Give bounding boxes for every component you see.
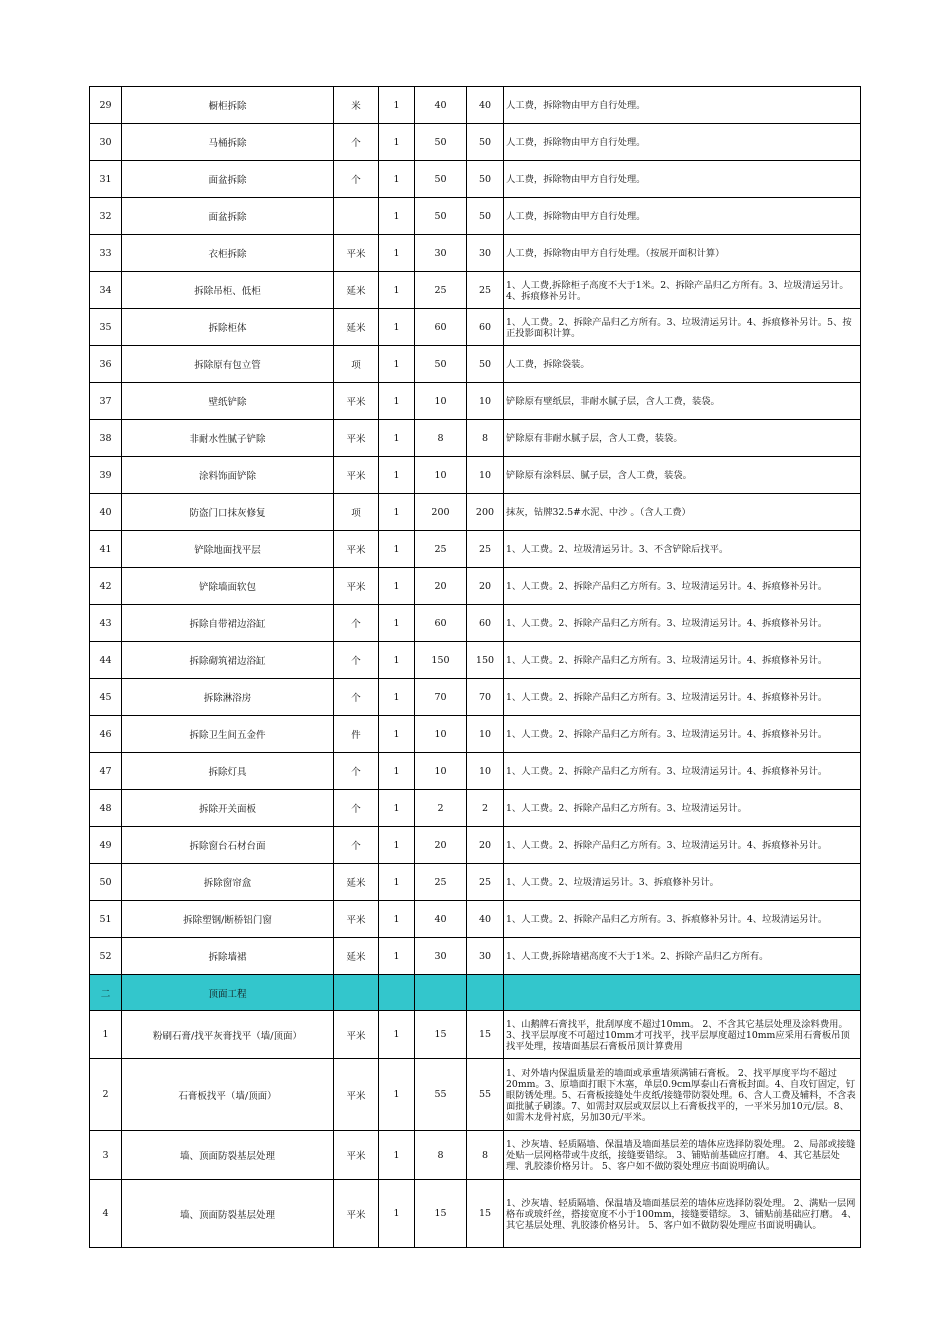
row-number-cell: 45 <box>90 679 122 716</box>
item-name-cell: 拆除自带裙边浴缸 <box>122 605 334 642</box>
notes-text: 1、沙灰墙、轻质隔墙、保温墙及墙面基层差的墙体应选择防裂处理。 2、满贴一层网格布或玻纤丝，搭接宽度不小于100mm，接缝要错综。 3、铺贴前基础应打磨。 4、其它基层处理、乳胶漆价格另计。 5、客户如不做防裂处理应书面说明确认。 <box>506 1197 857 1231</box>
unit-cell: 平米 <box>334 1180 379 1248</box>
row-number-cell: 46 <box>90 716 122 753</box>
notes-text: 1、人工费。2、拆除产品归乙方所有。3、垃圾清运另计。4、拆痕修补另计。 <box>506 692 828 703</box>
item-name-cell: 涂料饰面铲除 <box>122 457 334 494</box>
unit-price-cell: 200 <box>415 494 467 531</box>
unit-cell: 个 <box>334 642 379 679</box>
notes-cell <box>504 642 861 679</box>
quantity-cell: 1 <box>379 864 415 901</box>
notes-text: 人工费，拆除物由甲方自行处理。 <box>506 100 646 111</box>
notes-text: 人工费，拆除物由甲方自行处理。 <box>506 174 646 185</box>
unit-cell: 平米 <box>334 235 379 272</box>
notes-text: 1、人工费。2、拆除产品归乙方所有。3、垃圾清运另计。 <box>506 803 747 814</box>
notes-cell <box>504 420 861 457</box>
total-price-cell: 150 <box>467 642 504 679</box>
item-name-cell: 粉刷石膏/找平灰膏找平（墙/顶面） <box>122 1011 334 1059</box>
empty-cell <box>467 975 504 1011</box>
notes-text: 1、山鹅牌石膏找平，批刮厚度不超过10mm。 2、不含其它基层处理及涂料费用。3、找平层厚度不可超过10mm才可找平，找平层厚度超过10mm应采用石膏板吊顶找平处理，按墙面基层石膏板吊顶计算费用 <box>506 1018 850 1052</box>
notes-cell <box>504 272 861 309</box>
unit-price-cell: 10 <box>415 753 467 790</box>
unit-price-cell: 40 <box>415 87 467 124</box>
row-number-cell: 43 <box>90 605 122 642</box>
notes-cell <box>504 124 861 161</box>
quantity-cell: 1 <box>379 568 415 605</box>
quantity-cell: 1 <box>379 605 415 642</box>
unit-price-cell: 25 <box>415 272 467 309</box>
section-header-row <box>90 975 861 1011</box>
notes-text: 铲除原有非耐水腻子层，含人工费，装袋。 <box>506 433 683 444</box>
table-row <box>90 161 861 198</box>
quantity-cell: 1 <box>379 161 415 198</box>
unit-cell: 平米 <box>334 1011 379 1059</box>
unit-cell: 平米 <box>334 457 379 494</box>
quantity-cell: 1 <box>379 753 415 790</box>
item-name-cell: 墙、顶面防裂基层处理 <box>122 1131 334 1180</box>
unit-cell: 平米 <box>334 901 379 938</box>
unit-price-cell: 60 <box>415 309 467 346</box>
notes-cell <box>504 457 861 494</box>
notes-text: 1、人工费。2、拆除产品归乙方所有。3、垃圾清运另计。4、拆痕修补另计。 <box>506 729 828 740</box>
row-number-cell: 32 <box>90 198 122 235</box>
notes-text: 1、人工费。2、拆除产品归乙方所有。3、垃圾清运另计。4、拆痕修补另计。 <box>506 581 828 592</box>
unit-cell: 个 <box>334 679 379 716</box>
table-row <box>90 124 861 161</box>
total-price-cell: 8 <box>467 420 504 457</box>
total-price-cell: 50 <box>467 346 504 383</box>
section-title-cell: 顶面工程 <box>122 975 334 1011</box>
quantity-cell: 1 <box>379 1059 415 1131</box>
unit-price-cell: 50 <box>415 346 467 383</box>
item-name-cell: 拆除塑钢/断桥铝门窗 <box>122 901 334 938</box>
notes-cell <box>504 383 861 420</box>
notes-text: 1、沙灰墙、轻质隔墙、保温墙及墙面基层差的墙体应选择防裂处理。 2、局部或接缝处贴一层网格带或牛皮纸，接缝要错综。 3、铺贴前基础应打磨。 4、其它基层处理、乳胶漆价格另计。 5、客户如不做防裂处理应书面说明确认。 <box>506 1139 856 1172</box>
unit-price-cell: 40 <box>415 901 467 938</box>
item-name-cell: 拆除开关面板 <box>122 790 334 827</box>
row-number-cell: 2 <box>90 1059 122 1131</box>
item-name-cell: 面盆拆除 <box>122 198 334 235</box>
table-row <box>90 531 861 568</box>
unit-cell: 个 <box>334 161 379 198</box>
notes-cell <box>504 161 861 198</box>
unit-cell: 个 <box>334 827 379 864</box>
total-price-cell: 20 <box>467 568 504 605</box>
item-name-cell: 拆除柜体 <box>122 309 334 346</box>
item-name-cell: 拆除窗台石材台面 <box>122 827 334 864</box>
item-name-cell: 非耐水性腻子铲除 <box>122 420 334 457</box>
item-name-cell: 拆除原有包立管 <box>122 346 334 383</box>
unit-price-cell: 15 <box>415 1011 467 1059</box>
notes-text: 人工费，拆除袋装。 <box>506 359 590 370</box>
total-price-cell: 15 <box>467 1180 504 1248</box>
table-row <box>90 642 861 679</box>
row-number-cell: 37 <box>90 383 122 420</box>
quantity-cell: 1 <box>379 346 415 383</box>
empty-cell <box>504 975 861 1011</box>
item-name-cell: 面盆拆除 <box>122 161 334 198</box>
notes-text: 1、人工费。2、垃圾清运另计。3、不含铲除后找平。 <box>506 544 729 555</box>
total-price-cell: 10 <box>467 753 504 790</box>
row-number-cell: 39 <box>90 457 122 494</box>
quote-table-body <box>90 87 861 1248</box>
row-number-cell: 29 <box>90 87 122 124</box>
notes-cell <box>504 531 861 568</box>
unit-price-cell: 25 <box>415 531 467 568</box>
notes-cell <box>504 753 861 790</box>
total-price-cell: 200 <box>467 494 504 531</box>
total-price-cell: 70 <box>467 679 504 716</box>
total-price-cell: 10 <box>467 383 504 420</box>
unit-price-cell: 8 <box>415 1131 467 1180</box>
table-row <box>90 568 861 605</box>
unit-price-cell: 10 <box>415 716 467 753</box>
quantity-cell: 1 <box>379 87 415 124</box>
row-number-cell: 44 <box>90 642 122 679</box>
quantity-cell: 1 <box>379 235 415 272</box>
total-price-cell: 20 <box>467 827 504 864</box>
item-name-cell: 拆除窗帘盒 <box>122 864 334 901</box>
empty-cell <box>379 975 415 1011</box>
item-name-cell: 拆除吊柜、低柜 <box>122 272 334 309</box>
notes-cell <box>504 309 861 346</box>
quantity-cell: 1 <box>379 309 415 346</box>
total-price-cell: 25 <box>467 272 504 309</box>
unit-cell: 米 <box>334 87 379 124</box>
row-number-cell: 38 <box>90 420 122 457</box>
row-number-cell: 36 <box>90 346 122 383</box>
notes-text: 人工费，拆除物由甲方自行处理。 <box>506 211 646 222</box>
unit-price-cell: 50 <box>415 198 467 235</box>
notes-cell <box>504 568 861 605</box>
unit-cell: 个 <box>334 790 379 827</box>
table-row <box>90 87 861 124</box>
quantity-cell: 1 <box>379 457 415 494</box>
table-row <box>90 605 861 642</box>
quantity-cell: 1 <box>379 642 415 679</box>
unit-cell: 个 <box>334 124 379 161</box>
unit-price-cell: 30 <box>415 938 467 975</box>
row-number-cell: 51 <box>90 901 122 938</box>
item-name-cell: 衣柜拆除 <box>122 235 334 272</box>
unit-price-cell: 30 <box>415 235 467 272</box>
unit-price-cell: 20 <box>415 568 467 605</box>
total-price-cell: 25 <box>467 531 504 568</box>
unit-price-cell: 2 <box>415 790 467 827</box>
row-number-cell: 47 <box>90 753 122 790</box>
notes-text: 1、人工费。2、拆除产品归乙方所有。3、垃圾清运另计。4、拆痕修补另计。 <box>506 618 828 629</box>
notes-cell <box>504 1131 861 1180</box>
table-row <box>90 309 861 346</box>
item-name-cell: 墙、顶面防裂基层处理 <box>122 1180 334 1248</box>
row-number-cell: 41 <box>90 531 122 568</box>
quantity-cell: 1 <box>379 1011 415 1059</box>
notes-cell <box>504 1011 861 1059</box>
row-number-cell: 35 <box>90 309 122 346</box>
row-number-cell: 30 <box>90 124 122 161</box>
quantity-cell: 1 <box>379 494 415 531</box>
quantity-cell: 1 <box>379 901 415 938</box>
table-row <box>90 235 861 272</box>
notes-text: 铲除原有壁纸层，非耐水腻子层，含人工费，装袋。 <box>506 396 720 407</box>
table-row <box>90 679 861 716</box>
item-name-cell: 铲除地面找平层 <box>122 531 334 568</box>
unit-price-cell: 25 <box>415 864 467 901</box>
quantity-cell: 1 <box>379 420 415 457</box>
unit-price-cell: 10 <box>415 457 467 494</box>
row-number-cell: 3 <box>90 1131 122 1180</box>
table-row <box>90 790 861 827</box>
total-price-cell: 50 <box>467 198 504 235</box>
quantity-cell: 1 <box>379 198 415 235</box>
notes-text: 1、人工费。2、垃圾清运另计。3、拆痕修补另计。 <box>506 877 719 888</box>
unit-cell: 延米 <box>334 272 379 309</box>
unit-cell: 件 <box>334 716 379 753</box>
notes-cell <box>504 235 861 272</box>
quantity-cell: 1 <box>379 1180 415 1248</box>
unit-price-cell: 15 <box>415 1180 467 1248</box>
notes-cell <box>504 198 861 235</box>
unit-price-cell: 50 <box>415 124 467 161</box>
row-number-cell: 33 <box>90 235 122 272</box>
notes-text: 人工费，拆除物由甲方自行处理。（按展开面积计算） <box>506 248 725 259</box>
notes-cell <box>504 346 861 383</box>
unit-cell: 平米 <box>334 568 379 605</box>
item-name-cell: 拆除墙裙 <box>122 938 334 975</box>
notes-text: 1、对外墙内保温质量差的墙面或承重墙须满铺石膏板。 2、找平厚度平均不超过20mm。3、原墙面打眼下木塞，单层0.9cm厚泰山石膏板封面。4、自攻钉固定，钉眼防锈处理。5、石膏板接缝处牛皮纸/接缝带防裂处理。6、含人工费及辅料，不含表面批腻子刷漆。7、如需封双层或双层以上石膏板找平的，一平米另加10元/层。8、如需木龙骨衬底，另加30元/平米。 <box>506 1067 856 1123</box>
item-name-cell: 防盗门口抹灰修复 <box>122 494 334 531</box>
notes-text: 铲除原有涂料层、腻子层，含人工费，装袋。 <box>506 470 692 481</box>
notes-text: 1、人工费,拆除墙裙高度不大于1米。2、拆除产品归乙方所有。 <box>506 951 769 962</box>
total-price-cell: 2 <box>467 790 504 827</box>
table-row <box>90 864 861 901</box>
unit-price-cell: 150 <box>415 642 467 679</box>
notes-text: 人工费，拆除物由甲方自行处理。 <box>506 137 646 148</box>
notes-cell <box>504 938 861 975</box>
quantity-cell: 1 <box>379 383 415 420</box>
unit-cell: 平米 <box>334 531 379 568</box>
total-price-cell: 60 <box>467 309 504 346</box>
row-number-cell: 31 <box>90 161 122 198</box>
item-name-cell: 拆除卫生间五金件 <box>122 716 334 753</box>
total-price-cell: 30 <box>467 235 504 272</box>
row-number-cell: 42 <box>90 568 122 605</box>
unit-price-cell: 55 <box>415 1059 467 1131</box>
table-row <box>90 938 861 975</box>
table-row <box>90 346 861 383</box>
unit-price-cell: 70 <box>415 679 467 716</box>
notes-cell <box>504 864 861 901</box>
unit-cell: 延米 <box>334 864 379 901</box>
unit-cell: 延米 <box>334 938 379 975</box>
table-row <box>90 272 861 309</box>
unit-price-cell: 10 <box>415 383 467 420</box>
total-price-cell: 15 <box>467 1011 504 1059</box>
quantity-cell: 1 <box>379 272 415 309</box>
empty-cell <box>334 975 379 1011</box>
row-number-cell: 52 <box>90 938 122 975</box>
unit-cell: 个 <box>334 753 379 790</box>
row-number-cell: 50 <box>90 864 122 901</box>
total-price-cell: 50 <box>467 124 504 161</box>
table-row <box>90 494 861 531</box>
item-name-cell: 马桶拆除 <box>122 124 334 161</box>
table-row <box>90 1011 861 1059</box>
table-row <box>90 457 861 494</box>
unit-price-cell: 20 <box>415 827 467 864</box>
total-price-cell: 55 <box>467 1059 504 1131</box>
row-number-cell: 48 <box>90 790 122 827</box>
quantity-cell: 1 <box>379 124 415 161</box>
table-row <box>90 753 861 790</box>
row-number-cell: 1 <box>90 1011 122 1059</box>
notes-text: 1、人工费。2、拆除产品归乙方所有。3、拆痕修补另计。4、垃圾清运另计。 <box>506 914 828 925</box>
total-price-cell: 30 <box>467 938 504 975</box>
row-number-cell: 49 <box>90 827 122 864</box>
item-name-cell: 石膏板找平（墙/顶面） <box>122 1059 334 1131</box>
unit-cell: 项 <box>334 494 379 531</box>
unit-cell: 平米 <box>334 1059 379 1131</box>
unit-price-cell: 60 <box>415 605 467 642</box>
row-number-cell: 34 <box>90 272 122 309</box>
total-price-cell: 8 <box>467 1131 504 1180</box>
notes-cell <box>504 790 861 827</box>
table-row <box>90 1059 861 1131</box>
table-row <box>90 383 861 420</box>
total-price-cell: 50 <box>467 161 504 198</box>
notes-cell <box>504 827 861 864</box>
total-price-cell: 10 <box>467 457 504 494</box>
notes-cell <box>504 679 861 716</box>
quantity-cell: 1 <box>379 790 415 827</box>
unit-cell: 平米 <box>334 1131 379 1180</box>
row-number-cell: 4 <box>90 1180 122 1248</box>
table-row <box>90 827 861 864</box>
notes-cell <box>504 87 861 124</box>
item-name-cell: 橱柜拆除 <box>122 87 334 124</box>
quantity-cell: 1 <box>379 1131 415 1180</box>
notes-cell <box>504 494 861 531</box>
notes-cell <box>504 1180 861 1248</box>
unit-cell: 平米 <box>334 420 379 457</box>
table-row <box>90 198 861 235</box>
notes-cell <box>504 605 861 642</box>
notes-text: 抹灰，钻牌32.5#水泥、中沙 。（含人工费） <box>506 507 691 518</box>
quantity-cell: 1 <box>379 827 415 864</box>
notes-text: 1、人工费。2、拆除产品归乙方所有。3、垃圾清运另计。4、拆痕修补另计。 <box>506 840 828 851</box>
item-name-cell: 铲除墙面软包 <box>122 568 334 605</box>
table-row <box>90 716 861 753</box>
row-number-cell: 40 <box>90 494 122 531</box>
unit-cell <box>334 198 379 235</box>
quantity-cell: 1 <box>379 679 415 716</box>
table-row <box>90 901 861 938</box>
notes-text: 1、人工费。2、拆除产品归乙方所有。3、垃圾清运另计。4、拆痕修补另计。5、按正投影面积计算。 <box>506 316 852 339</box>
notes-text: 1、人工费。2、拆除产品归乙方所有。3、垃圾清运另计。4、拆痕修补另计。 <box>506 766 828 777</box>
notes-text: 1、人工费。2、拆除产品归乙方所有。3、垃圾清运另计。4、拆痕修补另计。 <box>506 655 828 666</box>
quantity-cell: 1 <box>379 716 415 753</box>
item-name-cell: 拆除砌筑裙边浴缸 <box>122 642 334 679</box>
section-number-cell: 二 <box>90 975 122 1011</box>
table-row <box>90 1180 861 1248</box>
item-name-cell: 壁纸铲除 <box>122 383 334 420</box>
table-row <box>90 420 861 457</box>
total-price-cell: 25 <box>467 864 504 901</box>
notes-cell <box>504 901 861 938</box>
item-name-cell: 拆除灯具 <box>122 753 334 790</box>
quantity-cell: 1 <box>379 531 415 568</box>
unit-price-cell: 50 <box>415 161 467 198</box>
unit-price-cell: 8 <box>415 420 467 457</box>
table-row <box>90 1131 861 1180</box>
quantity-cell: 1 <box>379 938 415 975</box>
total-price-cell: 40 <box>467 87 504 124</box>
unit-cell: 延米 <box>334 309 379 346</box>
total-price-cell: 60 <box>467 605 504 642</box>
empty-cell <box>415 975 467 1011</box>
notes-cell <box>504 1059 861 1131</box>
unit-cell: 个 <box>334 605 379 642</box>
total-price-cell: 10 <box>467 716 504 753</box>
quote-table <box>89 86 861 1248</box>
unit-cell: 项 <box>334 346 379 383</box>
notes-text: 1、人工费,拆除柜子高度不大于1米。2、拆除产品归乙方所有。3、垃圾清运另计。4、拆痕修补另计。 <box>506 279 849 302</box>
unit-cell: 平米 <box>334 383 379 420</box>
total-price-cell: 40 <box>467 901 504 938</box>
item-name-cell: 拆除淋浴房 <box>122 679 334 716</box>
notes-cell <box>504 716 861 753</box>
